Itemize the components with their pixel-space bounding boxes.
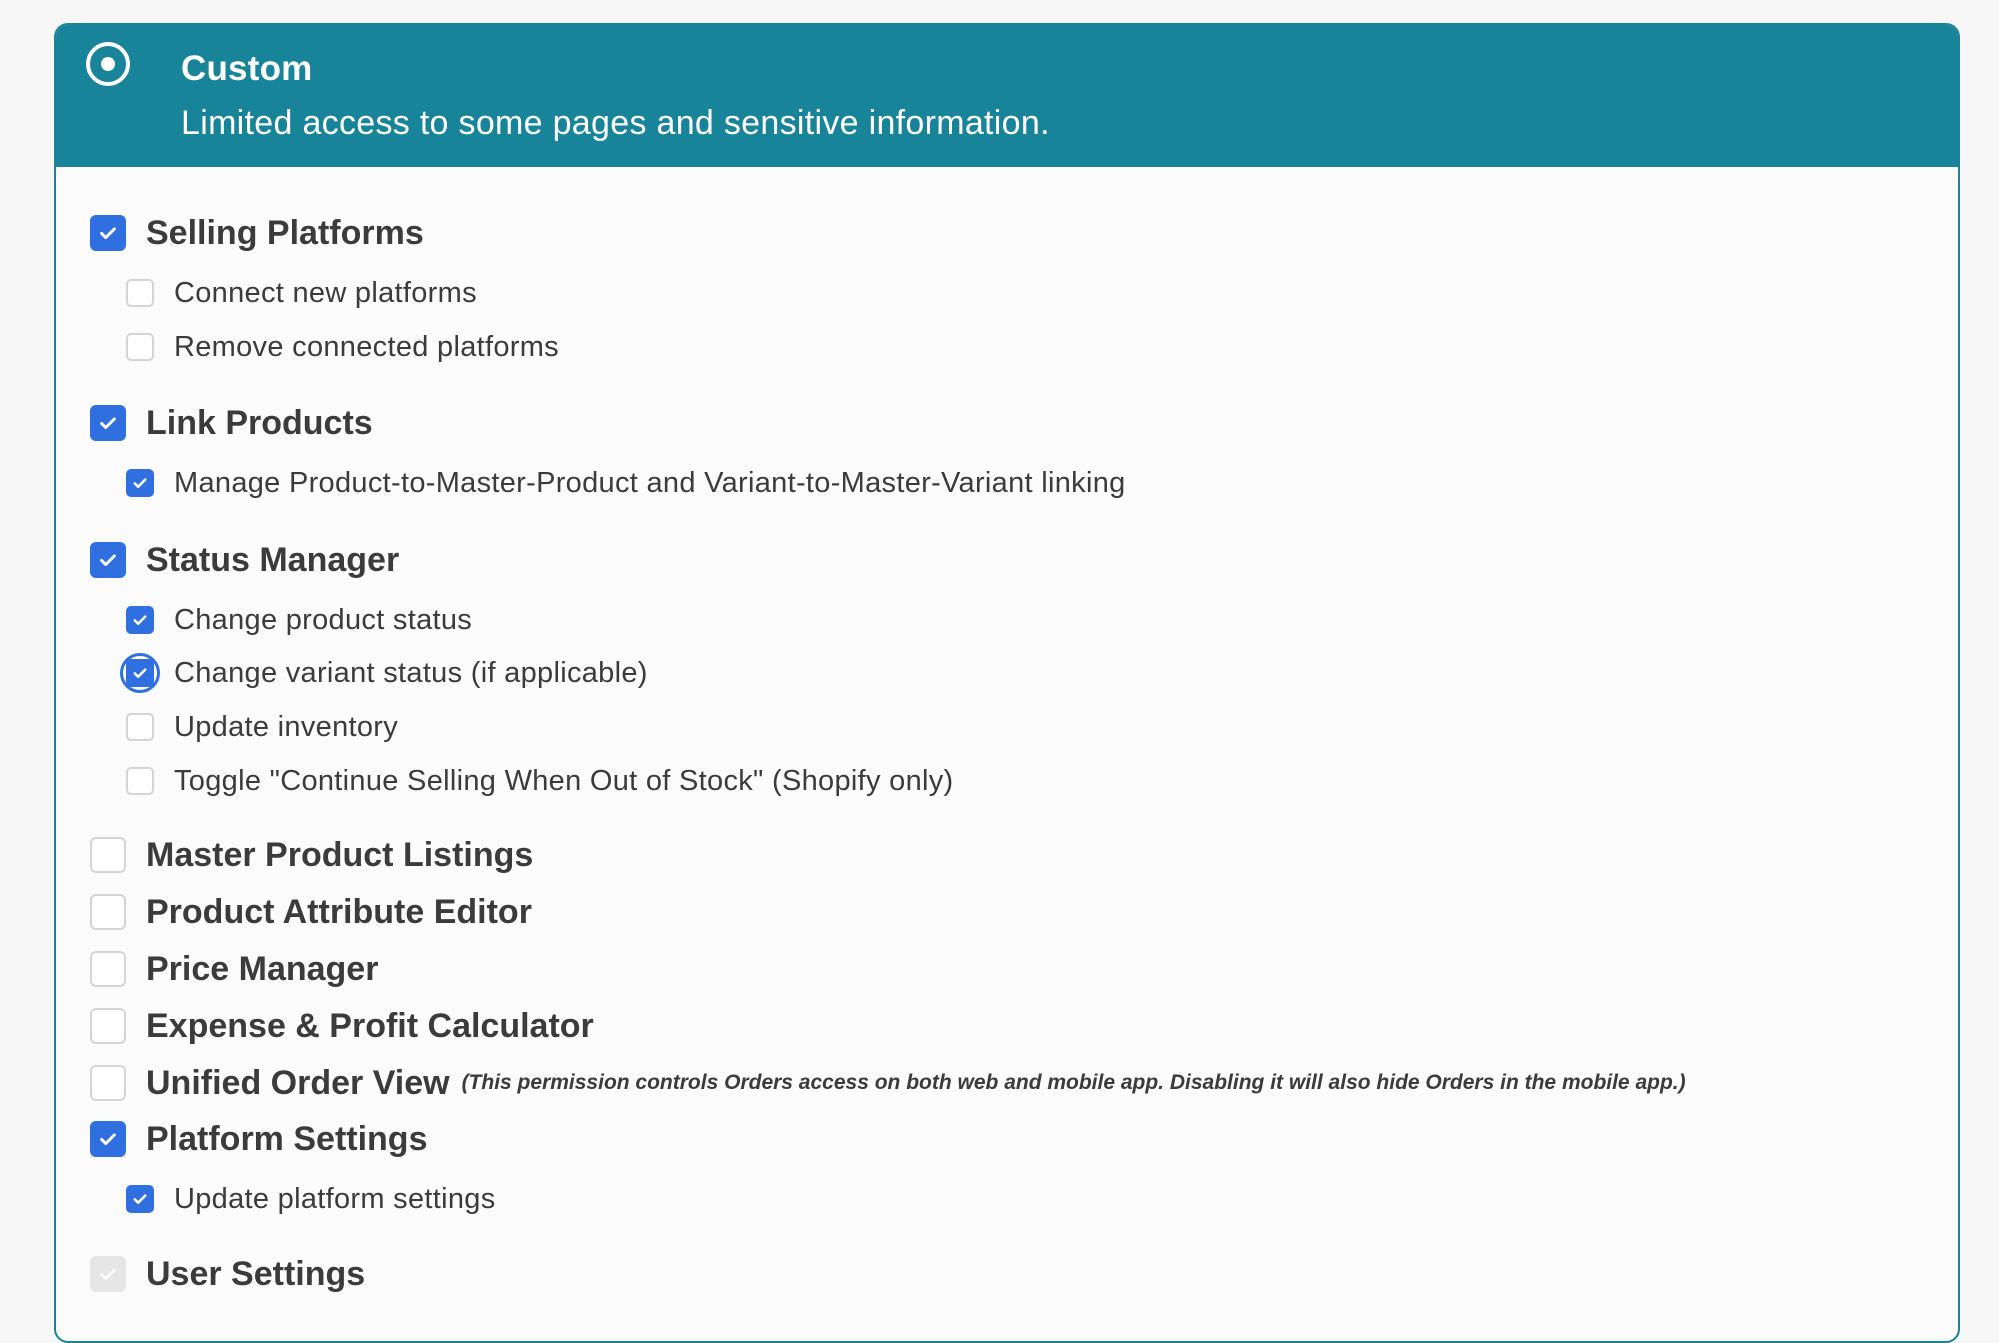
checkbox-unchecked-icon[interactable]: [90, 951, 126, 987]
permission-label: Expense & Profit Calculator: [146, 1006, 594, 1045]
permission-label: Change variant status (if applicable): [174, 656, 648, 689]
permission-toggle-continue-selling[interactable]: [126, 759, 954, 803]
permission-label: Price Manager: [146, 949, 379, 988]
checkbox-checked-icon[interactable]: [126, 469, 154, 497]
permission-change-variant-status[interactable]: [126, 651, 648, 695]
checkbox-checked-icon[interactable]: [90, 542, 126, 578]
checkbox-unchecked-icon[interactable]: [126, 279, 154, 307]
permission-label: Change product status: [174, 603, 473, 636]
checkbox-checked-icon[interactable]: [126, 659, 154, 687]
permission-connect-new-platforms[interactable]: [126, 271, 477, 315]
permission-update-platform-settings[interactable]: [126, 1177, 496, 1221]
radio-selected-dot: [101, 57, 115, 71]
permission-note: (This permission controls Orders access on both web and mobile app. Disabling it will also hide Orders in the mobile app.): [461, 1071, 1686, 1094]
option-title: Custom: [181, 49, 313, 88]
permission-manage-linking[interactable]: [126, 461, 1126, 505]
checkbox-unchecked-icon[interactable]: [90, 1065, 126, 1101]
checkbox-checked-icon[interactable]: [126, 606, 154, 634]
checkbox-unchecked-icon[interactable]: [90, 837, 126, 873]
permission-selling-platforms[interactable]: [90, 211, 424, 255]
checkbox-disabled-icon: [90, 1256, 126, 1292]
checkbox-unchecked-icon[interactable]: [90, 894, 126, 930]
custom-access-card[interactable]: [54, 23, 1960, 1343]
permission-label: Status Manager: [146, 540, 400, 579]
permission-remove-connected-platforms[interactable]: [126, 325, 559, 369]
permission-master-product-listings[interactable]: [90, 833, 533, 877]
custom-option-header[interactable]: [56, 25, 1958, 167]
permission-user-settings: [90, 1252, 365, 1296]
permission-label: Toggle "Continue Selling When Out of Stock" (Shopify only): [174, 764, 954, 797]
checkbox-checked-icon[interactable]: [90, 405, 126, 441]
permission-label: Master Product Listings: [146, 835, 534, 874]
permission-status-manager[interactable]: [90, 538, 399, 582]
permission-price-manager[interactable]: [90, 947, 378, 991]
checkbox-unchecked-icon[interactable]: [126, 333, 154, 361]
permission-unified-order-view[interactable]: [90, 1061, 1686, 1105]
permission-label: Connect new platforms: [174, 276, 477, 309]
checkbox-checked-icon[interactable]: [90, 215, 126, 251]
focus-ring[interactable]: [120, 653, 160, 693]
permission-label: Update platform settings: [174, 1182, 496, 1215]
permission-expense-profit-calculator[interactable]: [90, 1004, 594, 1048]
permission-label: Selling Platforms: [146, 213, 424, 252]
checkbox-checked-icon[interactable]: [126, 1185, 154, 1213]
permission-update-inventory[interactable]: [126, 705, 398, 749]
permission-label: Platform Settings: [146, 1119, 428, 1158]
permission-label: Remove connected platforms: [174, 330, 559, 363]
permission-label: Product Attribute Editor: [146, 892, 532, 931]
permission-label: Update inventory: [174, 710, 399, 743]
permission-platform-settings[interactable]: [90, 1117, 427, 1161]
permission-link-products[interactable]: [90, 401, 373, 445]
checkbox-checked-icon[interactable]: [90, 1121, 126, 1157]
permission-label: Link Products: [146, 403, 373, 442]
permission-label: User Settings: [146, 1254, 366, 1293]
permission-product-attribute-editor[interactable]: [90, 890, 532, 934]
checkbox-unchecked-icon[interactable]: [90, 1008, 126, 1044]
option-description: Limited access to some pages and sensitive information.: [181, 104, 1050, 142]
custom-radio-button[interactable]: [86, 42, 130, 86]
permission-label: Manage Product-to-Master-Product and Variant-to-Master-Variant linking: [174, 466, 1126, 499]
permission-label: Unified Order View: [146, 1063, 450, 1102]
checkbox-unchecked-icon[interactable]: [126, 713, 154, 741]
permission-change-product-status[interactable]: [126, 598, 472, 642]
checkbox-unchecked-icon[interactable]: [126, 767, 154, 795]
